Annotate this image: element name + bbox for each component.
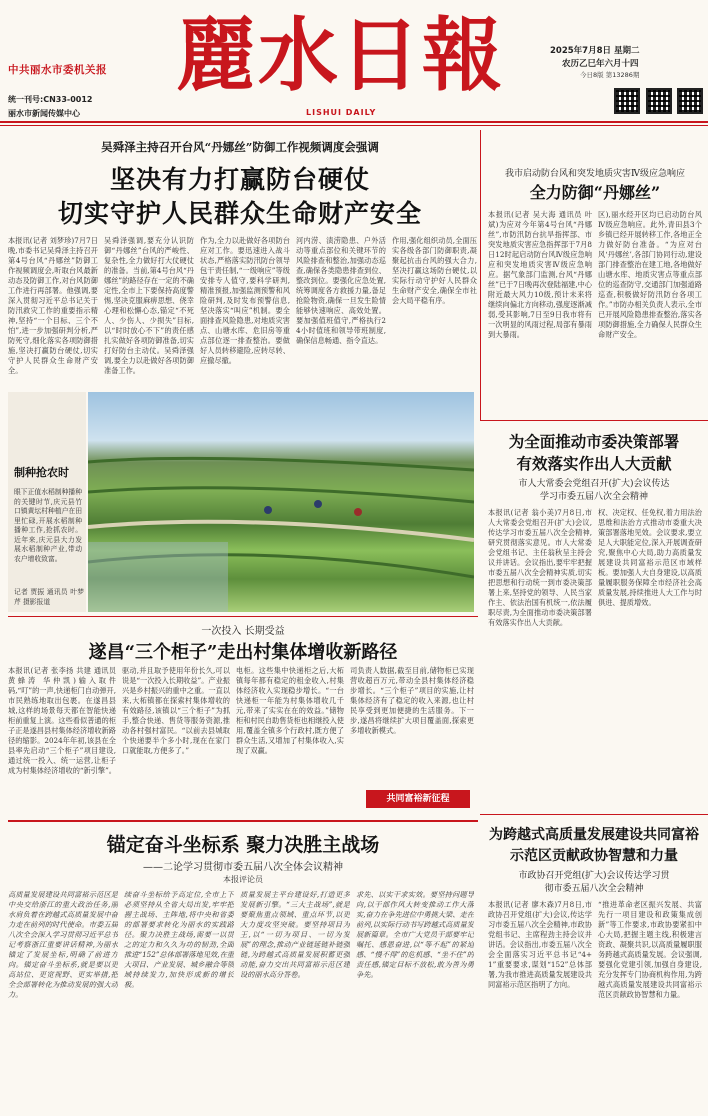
sidebar3-body-col-2: “推进革命老区振兴发展、共富先行一项目建设和政策集成创新”等工作要求,市政协要紧扣中心大局,把握主题主线,积极建言资政、凝聚共识,以高质量履职服务跨越式高质量发展。会议强调,要强化党建引领,加强自身建设,充分发挥专门协商机构作用,为跨越式高质量发展建设共同富裕示范区贡献政协智慧和力量。 — [598, 900, 702, 999]
story2-body-col-3: 电柜。这些集中快递柜之后,大柘镇每年都有稳定的租金收入,村集体经济收入实现稳步增长。“一台快递柜一年能为村集体增收几千元,带来了实实在在的效益。”储物柜和村民自助售货柜也相继投入使用,覆盖全镇多个行政村,既方便了群众生活,又增加了村集体收入,实现了双赢。 — [236, 666, 344, 755]
column-divider — [480, 130, 481, 420]
sidebar2-subhead-1: 市人大常委会党组召开(扩大)会议传达 — [518, 479, 670, 489]
sidebar1-headline: 全力防御“丹娜丝” — [529, 183, 661, 202]
sidebar1-body-col-2: 区),丽水经开区均已启动防台风Ⅳ级应急响应。此外,青田县3个乡镇已经开展转移工作,各地正全力做好防台准备。“为应对台风‘丹娜丝’,各部门协同行动,建设部门排查整治在建工地,各地做好山塘水库、地质灾害点等重点部位的巡查防守,交通部门加强道路巡查,积极做好防汛防台各项工作。”市防办相关负责人表示,全市已开展风险隐患排查整治,落实各项防御措施,全力确保人民群众生命财产安全。 — [598, 210, 702, 339]
commentary-body-col-2: 续奋斗坐标给予高定位,全市上下必须坚持从全省大局出发,牢牢把握主战场、主阵地,将中央和省委的部署要求转化为丽水的实践路径。聚力决胜主战场,需要一以贯之的定力和久久为功的韧劲,全面推进“152”总体部署落地见效,在重大项目、产业发展、城乡融合等领域持续发力,加快形成新的增长极。 — [124, 890, 234, 989]
masthead-rule — [0, 121, 708, 123]
lunar-date: 农历乙巳年六月十四 — [562, 59, 639, 69]
sidebar2-body-col-2: 权、决定权、任免权,着力用法治思维和法治方式推动市委重大决策部署落地见效。会议要求,要立足人大职能定位,深入开展调查研究,聚焦中心大局,助力高质量发展建设共同富裕示范区市域样板。要加强人大自身建设,以高质量履职服务保障全市经济社会高质量发展,持续推进人大工作与时俱进、提质增效。 — [598, 508, 702, 607]
issue-date: 2025年7月8日 星期二 — [550, 46, 640, 56]
lead-kicker: 吴舜泽主持召开台风“丹娜丝”防御工作视频调度会强调 — [101, 140, 379, 154]
sidebar3-headline-1: 为跨越式高质量发展建设共同富裕 — [489, 827, 699, 843]
story2-body-col-4: 司负责人数据,截至目前,储物柜已实现营收超百万元,带动全县村集体经济稳步增长。“三个柜子”项目的实施,让村集体经济有了稳定的收入来源,也让村民享受到更加便捷的生活服务。下一步,遂昌将继续扩大项目覆盖面,探索更多增收新模式。 — [350, 666, 474, 735]
commentary-body-col-1: 高质量发展建设共同富裕示范区是中央交给浙江的重大政治任务,丽水肩负着在跨越式高质量发展中奋力走在前列的时代使命。市委五届八次全会深入学习贯彻习近平总书记考察浙江重要讲话精神,为丽水锚定了发展坐标,明确了前进方向。锚定奋斗坐标系,就是要以更高站位、更宽视野、更实举措,把全会部署转化为推动发展的强大动力。 — [8, 890, 118, 999]
sidebar1-kicker: 我市启动防台风和突发地质灾害Ⅳ级应急响应 — [505, 169, 685, 179]
sidebar2-body-col-1: 本报讯(记者 翁小美)7月8日,市人大常委会党组召开(扩大)会议,传达学习市委五届八次全会精神,研究贯彻落实意见。市人大常委会党组书记、主任翁秋呈主持会议并讲话。会议指出,要牢牢把握市委五届八次全会精神实质,切实把思想和行动统一到市委决策部署上来,坚持党的领导、人民当家作主、依法治国有机统一,依法履职尽责,为全面推动市委决策部署有效落实作出人大贡献。 — [488, 508, 592, 627]
section-rule — [480, 814, 708, 815]
sidebar3-headline-2: 示范区贡献政协智慧和力量 — [510, 848, 678, 864]
lead-body-col-1: 本报讯(记者 刘梦珍)7月7日晚,市委书记吴舜泽主持召开第4号台风“丹娜丝”防御工作视频调度会,听取台风最新动态及防御工作,对台风防御工作进行再部署。他强调,要深入贯彻习近平总书记关于防汛救灾工作的重要指示精神,坚持“一个目标、三个不怕”,进一步加强研判分析,严防死守,细化落实各项防御措施,坚决打赢防台硬仗,切实守护人民群众生命财产安全。 — [8, 236, 98, 375]
commentary-headline: 锚定奋斗坐标系 聚力决胜主战场 — [106, 834, 380, 856]
rice-field-photo — [88, 392, 474, 612]
masthead-title: 麗水日報 — [176, 8, 504, 102]
commentary-body-col-4: 求先、以实干求实效。要坚持问题导向,以干部作风大转变推动工作大落实,奋力在争先进位中勇挑大梁、走在前列,以实际行动书写跨越式高质量发展新篇章。全市广大党员干部要牢记嘱托、感恩奋进,以“等不起”的紧迫感、“慢不得”的危机感、“坐不住”的责任感,锚定目标不放松,敢为善为勇争先。 — [356, 890, 474, 979]
masthead-subtitle: LISHUI DAILY — [306, 108, 377, 117]
sidebar1-body-col-1: 本报讯(记者 吴大海 通讯员 叶斌)为应对今年第4号台风“丹娜丝”,市防汛防台抗旱指挥部、市突发地质灾害应急指挥部于7月8日12时起启动防台风Ⅳ级应急响应和突发地质灾害Ⅳ级应急响应。据气象部门监测,台风“丹娜丝”已于7日晚再次登陆福建,中心附近最大风力10级,预计未来将继续向偏北方向移动,强度逐渐减弱,受其影响,7日至9日我市将有一次明显的风雨过程,局部有暴雨到大暴雨。 — [488, 210, 592, 339]
section-rule — [480, 420, 708, 421]
story2-headline: 遂昌“三个柜子”走出村集体增收新路径 — [88, 642, 398, 663]
photo-caption-title: 制种抢农时 — [14, 466, 69, 479]
commentary-subtitle: ——二论学习贯彻市委五届八次全体会议精神 — [143, 862, 343, 873]
qr-code-icon — [646, 88, 672, 114]
issn: 统一刊号:CN33-0012 — [8, 95, 93, 104]
lead-headline-1: 坚决有力打赢防台硬仗 — [109, 165, 370, 194]
field-rows-icon — [88, 392, 474, 612]
sidebar2-subhead-2: 学习市委五届八次全会精神 — [539, 492, 648, 502]
sidebar2-headline-1: 为全面推动市委决策部署 — [508, 432, 680, 451]
sidebar2-headline-2: 有效落实作出人大贡献 — [516, 454, 672, 473]
lead-headline-2: 切实守护人民群众生命财产安全 — [57, 199, 422, 228]
sidebar3-subhead-1: 市政协召开党组(扩大)会议传达学习贯 — [518, 871, 670, 881]
story2-body-col-1: 本报讯(记者 张李扬 共建 通讯员 黄蜂涛 华仲凯)输入取件码,“叮”的一声,快递柜门自动弹开,市民熟练地取出包裹。在遂昌县城,这样的场景每天都在智能快递柜前重复上演。这些看似普通的柜子正是遂昌县村集体经济增收新路径的缩影。2024年年初,该县在全县率先启动“三个柜子”项目建设,通过统一投入、统一运营,让柜子成为村集体经济增收的“新引擎”。 — [8, 666, 116, 775]
qr-code-icon — [677, 88, 703, 114]
lead-body-col-4: 河内涝、渍涝隐患、户外活动等重点部位和关键环节的风险排查和整治,加强动态巡查,确保各类隐患排查到位、整改到位。要强化应急处置,统筹调度各方救援力量,备足抢险物资,确保一旦发生险情能够快速响应、高效处置。要加强值班值守,严格执行24小时值班和领导带班制度,确保信息畅通、指令直达。 — [296, 236, 386, 345]
lead-body-col-5: 作用,强化组织动员,全面压实各级各部门防御职责,凝聚起抗击台风的强大合力,坚决打赢这场防台硬仗,以实际行动守护好人民群众生命财产安全,确保全市社会大局平稳有序。 — [392, 236, 477, 305]
section-rule — [8, 820, 478, 822]
publisher: 丽水市新闻传媒中心 — [8, 109, 80, 118]
series-tag: 共同富裕新征程 — [366, 790, 470, 808]
commentary-byline: 本报评论员 — [223, 875, 263, 884]
photo-caption-text: 眼下正值水稻制种播种的关键时节,庆元县竹口镇黄坛村种植户在田里忙碌,开展水稻制种播种工作,抢抓农时。近年来,庆元县大力发展水稻制种产业,带动农户增收致富。 — [14, 488, 82, 563]
masthead-brand: 中共丽水市委机关报 — [8, 64, 107, 76]
commentary-body-col-3: 质量发展主平台建设好,打造更多发展新引擎。“三大主战场”,就是要聚焦重点领域、重点环节,以更大力度攻坚突破。要坚持项目为王,以“一切为项目、一切为发展”的理念,推动产业链延链补链强链,为跨越式高质量发展积蓄更强动能,奋力交出共同富裕示范区建设的丽水高分答卷。 — [240, 890, 350, 979]
masthead-rule-thin — [0, 125, 708, 126]
section-rule — [8, 616, 478, 617]
issue-number: 今日8版 第13286期 — [580, 71, 640, 79]
story2-kicker: 一次投入 长期受益 — [201, 626, 285, 637]
story2-body-col-2: 驱动,并且取予使用年份长久,可以说是“一次投入长期收益”。产业振兴是乡村振兴的重中之重。一直以来,大柘镇都在探索村集体增收的有效路径,该镇以“三个柜子”为抓手,整合快递、售货等服务资源,推动各村强村富民。“以前去县城取个快递要半个多小时,现在在家门口就能取,方便多了。” — [122, 666, 230, 755]
lead-body-col-3: 作为,全力以赴做好各项防台应对工作。要迅速进入战斗状态,严格落实防汛防台领导包干责任制,“一级响应”等级安排专人值守,要科学研判,精准预报,加强监测预警和风险研判,及时发布预警信息,坚决落实“叫应”机制。要全面排查风险隐患,对地质灾害点、山塘水库、危旧房等重点部位逐一排查整治。要做好人员转移避险,应转尽转、应撤尽撤。 — [200, 236, 290, 365]
sidebar3-body-col-1: 本报讯(记者 廖木森)7月8日,市政协召开党组(扩大)会议,传达学习市委五届八次全会精神,市政协党组书记、主席程劲主持会议并讲话。会议指出,市委五届八次全会全面落实习近平总书记“4+1”重要要求,谋划“152”总体部署,为我市推进高质量发展建设共同富裕示范区指明了方向。 — [488, 900, 592, 989]
photo-credit: 记者 贾振 通讯员 叶梦芹 摄影报道 — [14, 588, 84, 606]
sidebar3-subhead-2: 彻市委五届八次全会精神 — [544, 884, 644, 894]
qr-code-icon — [614, 88, 640, 114]
lead-body-col-2: 吴舜泽强调,要充分认识防御“丹娜丝”台风的严峻性、复杂性,全力做好打大仗硬仗的准备。当前,第4号台风“丹娜丝”的路径存在一定的不确定性,全市上下要保持高度警惕,坚决克服麻痹思想、侥幸心理和松懈心态,锚定“不死人、少伤人、少损失”目标,以“时时放心不下”的责任感扎实做好各项防御准备,切实打好防台主动仗。吴舜泽强调,要全力以赴做好各项防御准备工作。 — [104, 236, 194, 375]
